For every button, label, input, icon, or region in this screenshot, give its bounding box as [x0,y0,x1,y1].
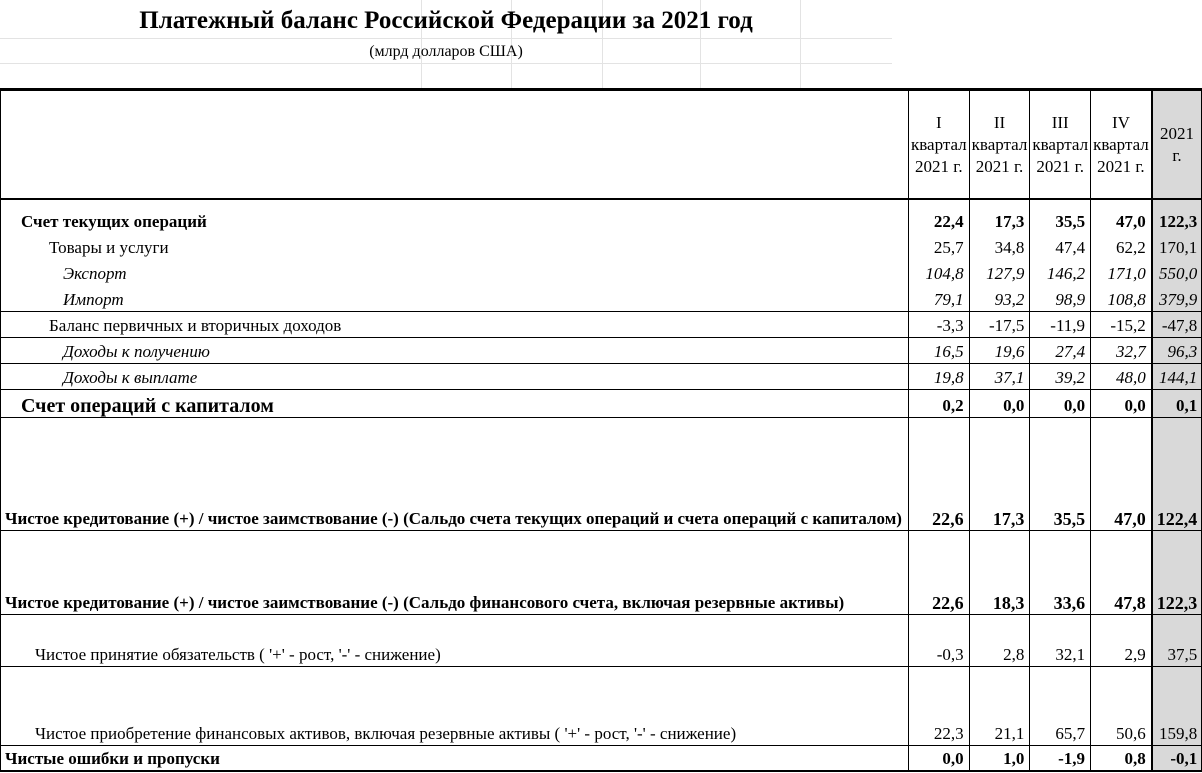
cell-q2: -17,5 [969,311,1030,337]
cell-q2: 2,8 [969,614,1030,666]
cell-year: 0,1 [1152,389,1202,417]
cell-q4: 108,8 [1091,285,1152,311]
cell-q2: 93,2 [969,285,1030,311]
cell-q1: -3,3 [908,311,969,337]
cell-year: 96,3 [1152,337,1202,363]
cell-q2: 17,3 [969,417,1030,530]
cell-year: 122,3 [1152,199,1202,233]
cell-q1: 104,8 [908,259,969,285]
table-row [1,285,1202,311]
cell-year: 550,0 [1152,259,1202,285]
cell-q3: 27,4 [1030,337,1091,363]
cell-q1: 22,6 [908,530,969,614]
row-label: Чистое принятие обязательств ( '+' - рост, '-' - снижение) [1,614,909,666]
cell-q3: 39,2 [1030,363,1091,389]
cell-q1: 16,5 [908,337,969,363]
cell-q1: 79,1 [908,285,969,311]
cell-q4: -15,2 [1091,311,1152,337]
table-row [1,233,1202,259]
cell-q2: 127,9 [969,259,1030,285]
cell-q4: 47,0 [1091,417,1152,530]
cell-q2: 0,0 [969,389,1030,417]
cell-q4: 0,0 [1091,389,1152,417]
cell-q1: 22,6 [908,417,969,530]
row-label: Экспорт [1,259,909,285]
row-label: Баланс первичных и вторичных доходов [1,311,909,337]
cell-q4: 2,9 [1091,614,1152,666]
cell-q1: 22,4 [908,199,969,233]
cell-year: 170,1 [1152,233,1202,259]
cell-q2: 37,1 [969,363,1030,389]
cell-year: 122,3 [1152,530,1202,614]
cell-q2: 19,6 [969,337,1030,363]
row-label: Счет операций с капиталом [1,389,909,417]
cell-year: 37,5 [1152,614,1202,666]
table-row [1,311,1202,337]
cell-q3: -11,9 [1030,311,1091,337]
balance-of-payments-table [0,88,1202,772]
cell-q4: 50,6 [1091,666,1152,745]
table-row [1,259,1202,285]
cell-q1: 19,8 [908,363,969,389]
table-row [1,199,1202,233]
cell-q4: 62,2 [1091,233,1152,259]
cell-q2: 21,1 [969,666,1030,745]
cell-q3: 98,9 [1030,285,1091,311]
cell-q3: 47,4 [1030,233,1091,259]
cell-q2: 17,3 [969,199,1030,233]
header-q2: II квартал 2021 г. [969,90,1030,200]
cell-year: -0,1 [1152,745,1202,771]
page-subtitle: (млрд долларов США) [369,43,523,60]
cell-q1: -0,3 [908,614,969,666]
page-title: Платежный баланс Российской Федерации за 2021 год [139,7,753,34]
table-row [1,530,1202,614]
cell-q3: 35,5 [1030,417,1091,530]
cell-year: 122,4 [1152,417,1202,530]
table-row [1,363,1202,389]
table-row [1,337,1202,363]
table-row [1,389,1202,417]
row-label: Импорт [1,285,909,311]
row-label: Чистые ошибки и пропуски [1,745,909,771]
table-row [1,745,1202,771]
row-label: Товары и услуги [1,233,909,259]
row-label: Счет текущих операций [1,199,909,233]
table-header-row [1,90,1202,200]
cell-q3: 32,1 [1030,614,1091,666]
cell-year: -47,8 [1152,311,1202,337]
cell-year: 379,9 [1152,285,1202,311]
cell-q2: 1,0 [969,745,1030,771]
cell-q3: -1,9 [1030,745,1091,771]
cell-year: 144,1 [1152,363,1202,389]
header-q1: I квартал 2021 г. [908,90,969,200]
cell-q4: 47,8 [1091,530,1152,614]
row-label: Чистое кредитование (+) / чистое заимствование (-) (Сальдо счета текущих операций и счета операций с капиталом) [1,417,909,530]
cell-q3: 33,6 [1030,530,1091,614]
cell-q3: 35,5 [1030,199,1091,233]
header-q3: III квартал 2021 г. [1030,90,1091,200]
cell-q1: 25,7 [908,233,969,259]
row-label: Чистое кредитование (+) / чистое заимствование (-) (Сальдо финансового счета, включая резервные активы) [1,530,909,614]
sheet-gridline [0,38,892,39]
row-label: Чистое приобретение финансовых активов, включая резервные активы ( '+' - рост, '-' - снижение) [1,666,909,745]
cell-q4: 171,0 [1091,259,1152,285]
cell-year: 159,8 [1152,666,1202,745]
header-year: 2021 г. [1152,90,1202,200]
cell-q2: 34,8 [969,233,1030,259]
header-blank-cell [1,90,909,200]
row-label: Доходы к выплате [1,363,909,389]
cell-q4: 0,8 [1091,745,1152,771]
cell-q3: 0,0 [1030,389,1091,417]
row-label: Доходы к получению [1,337,909,363]
header-q4: IV квартал 2021 г. [1091,90,1152,200]
sheet-gridline [0,63,892,64]
cell-q2: 18,3 [969,530,1030,614]
table-row [1,614,1202,666]
cell-q3: 146,2 [1030,259,1091,285]
table-row [1,666,1202,745]
cell-q3: 65,7 [1030,666,1091,745]
cell-q4: 48,0 [1091,363,1152,389]
table-row [1,417,1202,530]
cell-q4: 47,0 [1091,199,1152,233]
cell-q1: 0,2 [908,389,969,417]
cell-q4: 32,7 [1091,337,1152,363]
cell-q1: 22,3 [908,666,969,745]
cell-q1: 0,0 [908,745,969,771]
